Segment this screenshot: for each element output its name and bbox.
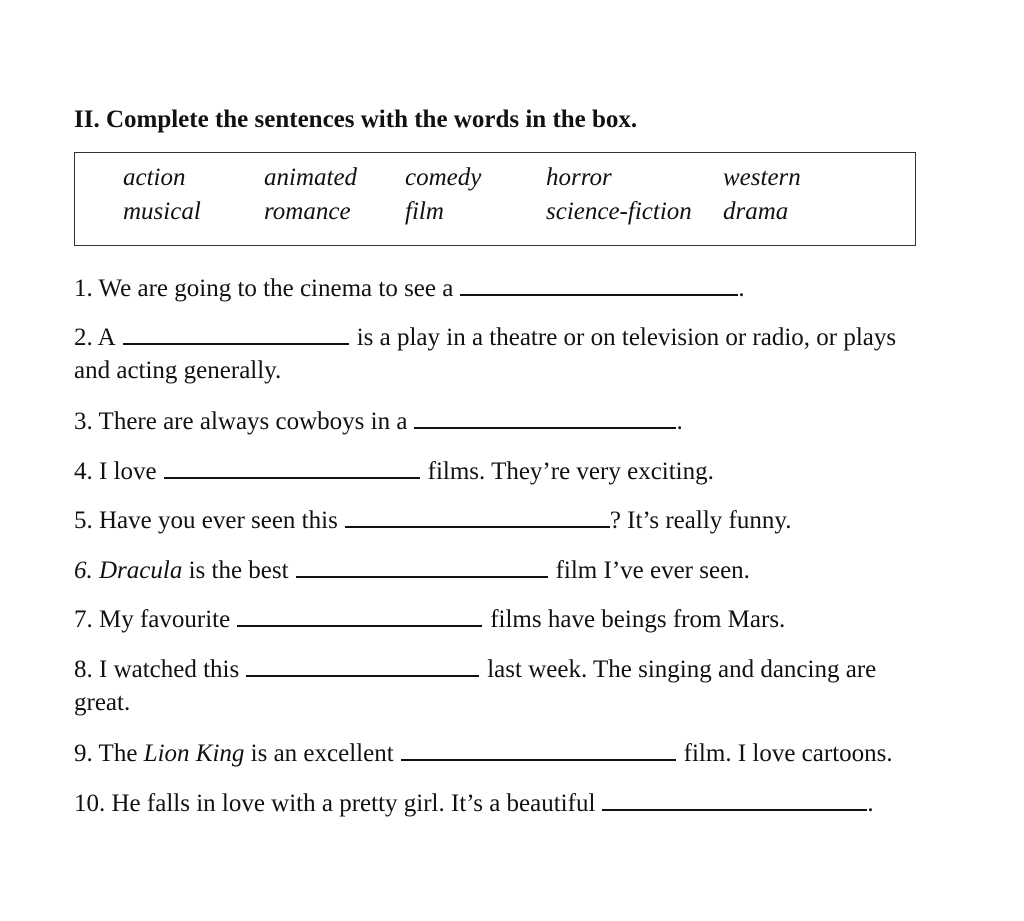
- word-option: horror: [546, 164, 612, 191]
- answer-blank[interactable]: [401, 737, 676, 761]
- sentence-text: film. I love cartoons.: [683, 740, 893, 767]
- sentence-text: .: [867, 790, 874, 817]
- word-option: science-fiction: [546, 198, 692, 225]
- sentence-text: 7. My favourite: [74, 606, 231, 633]
- word-option: musical: [123, 198, 201, 225]
- sentence-5: [74, 504, 791, 536]
- sentence-text: is a play in a theatre or on television or radio, or plays: [356, 324, 897, 351]
- sentence-text: ? It’s really funny.: [609, 507, 792, 534]
- word-option: western: [723, 164, 801, 191]
- sentence-9: [74, 737, 893, 769]
- word-box: [74, 152, 916, 246]
- sentence-text: is an excellent: [250, 740, 394, 767]
- sentence-text: films. They’re very exciting.: [427, 458, 714, 485]
- sentence-text: .: [676, 408, 683, 435]
- sentence-8-continuation: great.: [74, 689, 131, 716]
- sentence-7: [74, 603, 785, 635]
- answer-blank[interactable]: [123, 321, 349, 345]
- sentence-1: [74, 272, 745, 304]
- sentence-text: films have beings from Mars.: [490, 606, 786, 633]
- sentence-text: 5. Have you ever seen this: [74, 507, 338, 534]
- word-option: action: [123, 164, 186, 191]
- sentence-4: [74, 455, 714, 487]
- sentence-3: [74, 405, 683, 437]
- sentence-2-continuation: and acting generally.: [74, 357, 282, 384]
- word-option: comedy: [405, 164, 482, 191]
- sentence-text: 2. A: [74, 324, 116, 351]
- sentence-text: 1. We are going to the cinema to see a: [74, 275, 454, 302]
- word-option: animated: [264, 164, 358, 191]
- sentence-text: film I’ve ever seen.: [555, 557, 750, 584]
- word-option: romance: [264, 198, 351, 225]
- sentence-text: last week. The singing and dancing are: [487, 656, 877, 683]
- answer-blank[interactable]: [164, 455, 420, 479]
- film-title: Dracula: [99, 557, 183, 584]
- film-title: Lion King: [143, 740, 245, 767]
- answer-blank[interactable]: [602, 787, 867, 811]
- sentence-number: 6.: [74, 557, 93, 584]
- sentence-2: [74, 321, 896, 353]
- sentence-text: is the best: [188, 557, 289, 584]
- sentence-text: .: [738, 275, 745, 302]
- answer-blank[interactable]: [237, 603, 482, 627]
- sentence-text: 3. There are always cowboys in a: [74, 408, 408, 435]
- sentence-6: [74, 554, 750, 586]
- word-option: film: [405, 198, 444, 225]
- sentence-text: 4. I love: [74, 458, 157, 485]
- answer-blank[interactable]: [345, 504, 610, 528]
- answer-blank[interactable]: [460, 272, 738, 296]
- exercise-heading: II. Complete the sentences with the words in the box.: [74, 106, 638, 133]
- sentence-8: [74, 653, 876, 685]
- sentence-10: [74, 787, 874, 819]
- sentence-text: 10. He falls in love with a pretty girl. It’s a beautiful: [74, 790, 596, 817]
- answer-blank[interactable]: [246, 653, 479, 677]
- answer-blank[interactable]: [296, 554, 548, 578]
- sentence-text: 8. I watched this: [74, 656, 240, 683]
- sentence-number: 9. The: [74, 740, 138, 767]
- answer-blank[interactable]: [414, 405, 676, 429]
- word-option: drama: [723, 198, 789, 225]
